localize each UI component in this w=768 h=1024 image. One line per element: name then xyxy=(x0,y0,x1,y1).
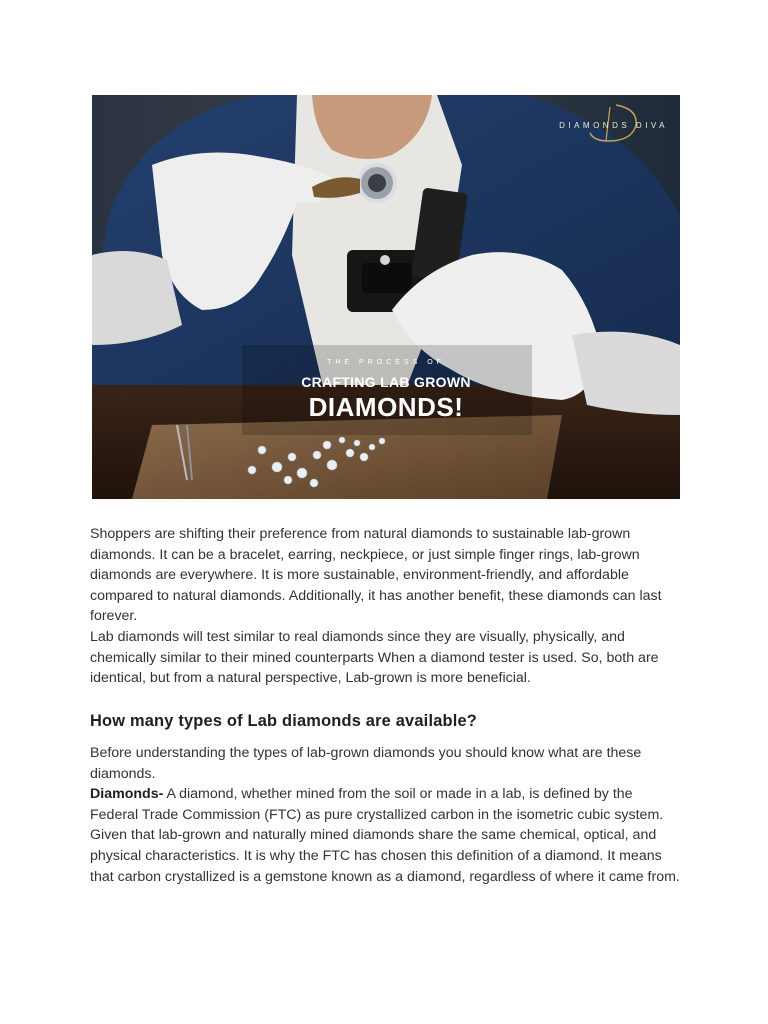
definition-term: Diamonds- xyxy=(90,786,164,803)
jeweler-photo xyxy=(92,95,680,499)
hero-subtitle: CRAFTING LAB GROWN xyxy=(301,374,471,390)
definition-paragraph xyxy=(90,784,682,887)
hero-title: DIAMONDS! xyxy=(308,392,464,422)
section-heading: How many types of Lab diamonds are available? xyxy=(90,712,478,730)
brand-logo-text: DIAMONDS DIVA xyxy=(559,121,668,130)
definition-text: A diamond, whether mined from the soil or made in a lab, is defined by the Federal Trade Commission (FTC) as pure crystallized carbon in the isometric cubic system. Given that lab-grown and naturally mined diamonds share the same chemical, optical, and physical characteristics. It is why the FTC has chosen this definition of a diamond. It means that carbon crystallized is a gemstone known as a diamond, regardless of where it came from. xyxy=(90,786,680,885)
intro-section xyxy=(90,524,682,689)
intro-paragraph-2: Lab diamonds will test similar to real diamonds since they are visually, physically, and chemically similar to their mined counterparts When a diamond tester is used. So, both are identical, but from a natural perspective, Lab-grown is more beneficial. xyxy=(90,628,659,687)
section-body xyxy=(90,743,682,887)
hero-kicker: THE PROCESS OF xyxy=(327,359,445,366)
intro-paragraph-1: Shoppers are shifting their preference from natural diamonds to sustainable lab-grown diamonds. It can be a bracelet, earring, neckpiece, or just simple finger rings, lab-grown diamonds are everywhere. It is more sustainable, environment-friendly, and affordable compared to natural diamonds. Additionally, it has another benefit, these diamonds can last forever. xyxy=(90,526,662,625)
hero-image xyxy=(92,95,680,499)
section-paragraph-1: Before understanding the types of lab-grown diamonds you should know what are these diamonds. xyxy=(90,745,642,782)
